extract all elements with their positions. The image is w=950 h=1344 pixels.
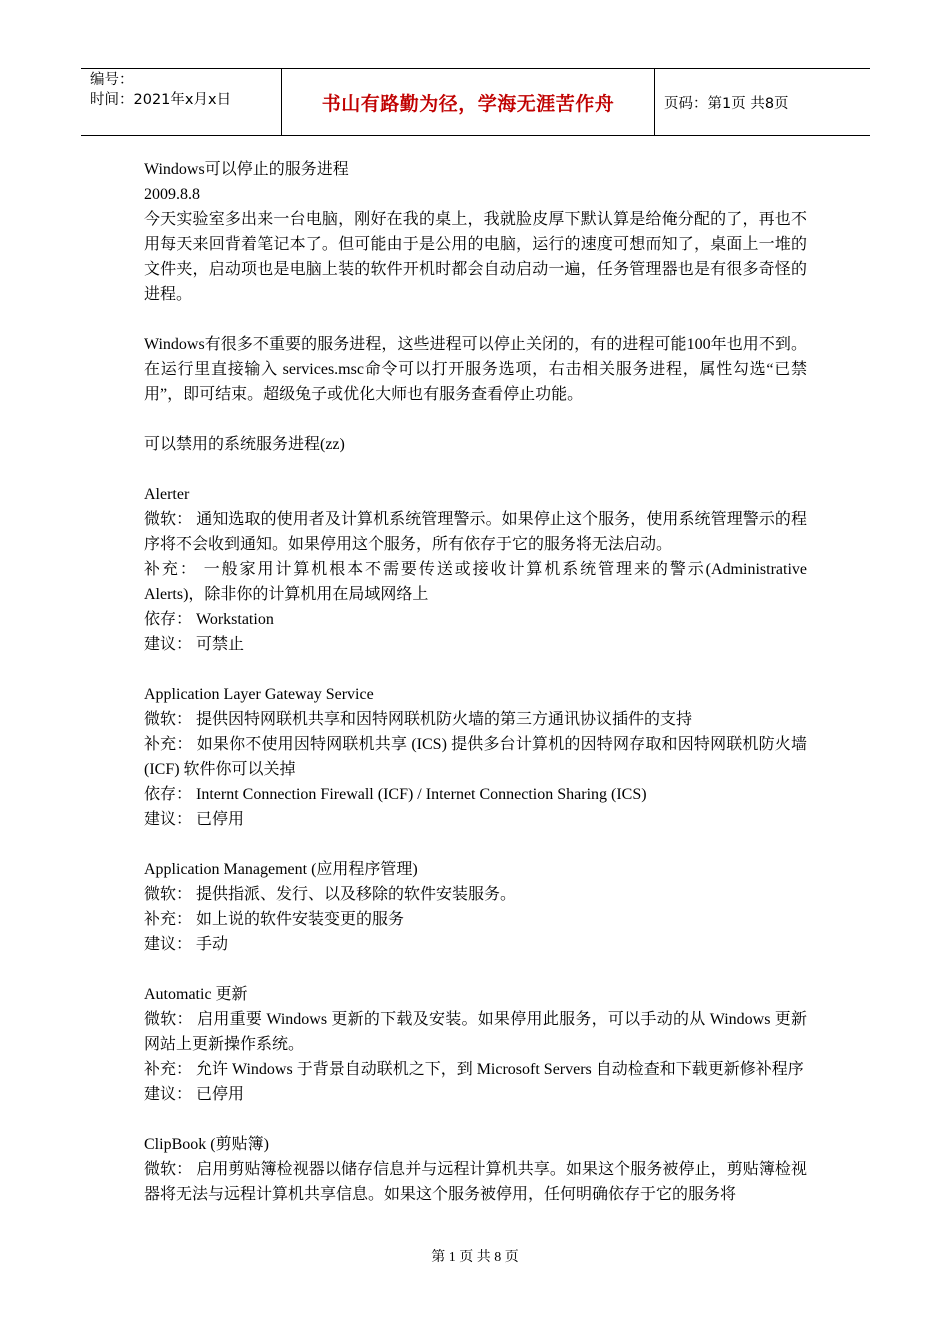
- page-header: [81, 68, 870, 136]
- header-divider-right: [654, 68, 655, 136]
- paragraph-spacer: [144, 657, 807, 682]
- page-footer: 第 1 页 共 8 页: [431, 1250, 519, 1265]
- paragraph: Application Layer Gateway Service: [144, 686, 374, 703]
- paragraph-spacer: [144, 832, 807, 857]
- paragraph: 微软： 提供因特网联机共享和因特网联机防火墙的第三方通讯协议插件的支持: [144, 711, 693, 728]
- header-bottom-rule: [81, 135, 870, 136]
- paragraph: 补充： 允许 Windows 于背景自动联机之下，到 Microsoft Servers 自动检查和下载更新修补程序: [144, 1061, 804, 1078]
- paragraph: 微软： 启用剪贴簿检视器以储存信息并与远程计算机共享。如果这个服务被停止，剪贴簿检视器将无法与远程计算机共享信息。如果这个服务被停用，任何明确依存于它的服务将: [144, 1161, 807, 1203]
- paragraph: 微软： 提供指派、发行、以及移除的软件安装服务。: [144, 886, 517, 903]
- paragraph: 微软： 通知选取的使用者及计算机系统管理警示。如果停止这个服务，使用系统管理警示的程序将不会收到通知。如果停用这个服务，所有依存于它的服务将无法启动。: [144, 511, 807, 553]
- header-page-info: 页码：第1页 共8页: [664, 96, 789, 112]
- paragraph: 依存： Internt Connection Firewall (ICF) / Internet Connection Sharing (ICS): [144, 786, 647, 803]
- document-body: [144, 157, 807, 1207]
- paragraph-spacer: [144, 407, 807, 432]
- paragraph: ClipBook (剪贴簿): [144, 1136, 269, 1153]
- paragraph-spacer: [144, 1107, 807, 1132]
- paragraph: 建议： 已停用: [144, 1086, 245, 1103]
- header-meta: [90, 70, 280, 110]
- header-motto: 书山有路勤为径，学海无涯苦作舟: [321, 93, 615, 115]
- paragraph: 补充： 如果你不使用因特网联机共享 (ICS) 提供多台计算机的因特网存取和因特网联机防火墙 (ICF) 软件你可以关掉: [144, 736, 807, 778]
- paragraph: Windows有很多不重要的服务进程，这些进程可以停止关闭的，有的进程可能100年也用不到。在运行里直接输入 services.msc命令可以打开服务选项，右击相关服务进程，属性勾选“已禁用”，即可结束。超级兔子或优化大师也有服务查看停止功能。: [144, 336, 807, 403]
- paragraph: Windows可以停止的服务进程: [144, 161, 349, 178]
- header-top-rule: [81, 68, 870, 69]
- paragraph: 微软： 启用重要 Windows 更新的下载及安装。如果停用此服务，可以手动的从 Windows 更新 网站上更新操作系统。: [144, 1011, 807, 1053]
- paragraph-spacer: [144, 307, 807, 332]
- paragraph-spacer: [144, 957, 807, 982]
- paragraph: 建议： 已停用: [144, 811, 245, 828]
- paragraph: 补充： 一般家用计算机根本不需要传送或接收计算机系统管理来的警示(Administrative Alerts)，除非你的计算机用在局域网络上: [144, 561, 807, 603]
- paragraph: 建议： 手动: [144, 936, 229, 953]
- paragraph: 建议： 可禁止: [144, 636, 245, 653]
- paragraph: 今天实验室多出来一台电脑，刚好在我的桌上，我就脸皮厚下默认算是给俺分配的了，再也不用每天来回背着笔记本了。但可能由于是公用的电脑，运行的速度可想而知了，桌面上一堆的文件夹，启动项也是电脑上装的软件开机时都会自动启动一遍，任务管理器也是有很多奇怪的进程。: [144, 211, 807, 303]
- document-number-label: 编号：: [90, 72, 134, 88]
- paragraph: 依存： Workstation: [144, 611, 274, 628]
- paragraph: 2009.8.8: [144, 186, 200, 203]
- document-time: 时间：2021年x月x日: [90, 92, 232, 108]
- paragraph: 补充： 如上说的软件安装变更的服务: [144, 911, 405, 928]
- paragraph: Application Management (应用程序管理): [144, 861, 418, 878]
- paragraph-spacer: [144, 457, 807, 482]
- paragraph: Automatic 更新: [144, 986, 248, 1003]
- paragraph: Alerter: [144, 486, 190, 503]
- paragraph: 可以禁用的系统服务进程(zz): [144, 436, 345, 453]
